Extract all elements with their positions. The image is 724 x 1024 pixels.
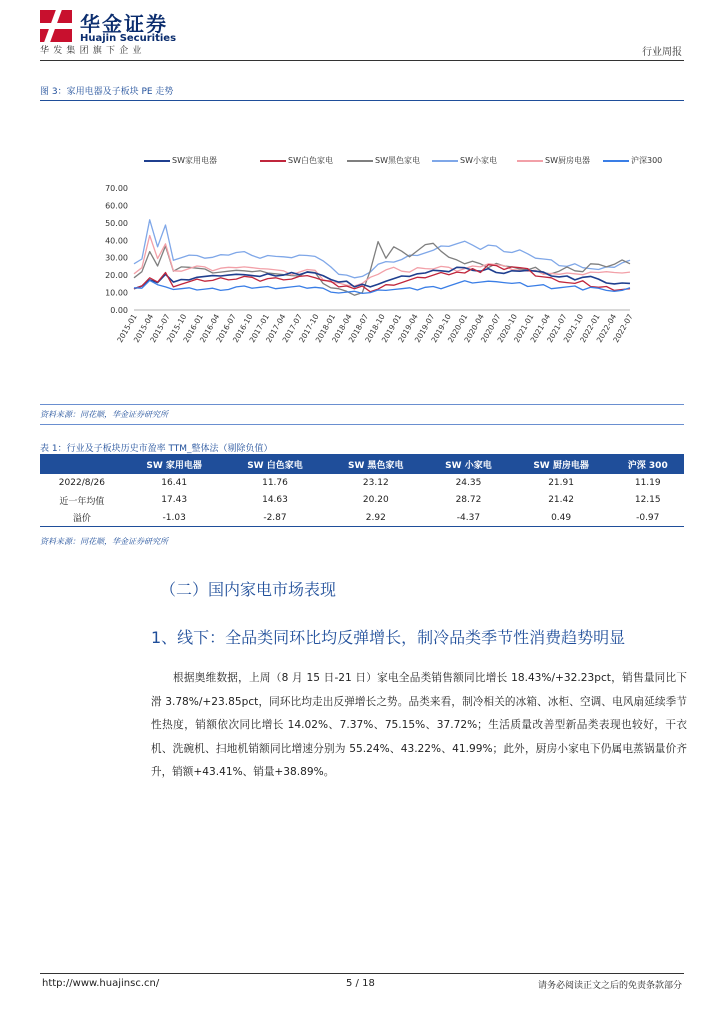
table-header-cell: SW 家用电器: [124, 454, 225, 474]
page-number: 5 / 18: [346, 978, 375, 989]
pe-trend-chart: [40, 150, 684, 400]
footer-disclaimer: 请务必阅读正文之后的免责条款部分: [537, 981, 682, 991]
legend-label: SW家用电器: [172, 156, 217, 165]
logo-chinese-name: 华金证券: [80, 12, 168, 36]
x-tick-label: 2020-01: [445, 312, 470, 345]
x-tick-label: 2015-07: [148, 312, 172, 345]
figure-bottom-rule: [40, 404, 684, 405]
figure-source: 资料来源：同花顺，华金证券研究所: [40, 410, 168, 419]
table-cell: -1.03: [124, 509, 225, 527]
legend-item: [347, 155, 420, 166]
figure-source-rule: [40, 424, 684, 425]
x-tick-label: 2021-01: [512, 312, 536, 345]
y-tick-label: 60.00: [105, 201, 128, 211]
series-line: [134, 236, 630, 287]
x-tick-label: 2019-04: [396, 312, 420, 345]
x-tick-label: 2020-04: [462, 312, 486, 345]
logo-mark-icon: [40, 10, 72, 42]
table-cell: 0.49: [511, 509, 612, 527]
x-tick-label: 2015-01: [115, 312, 139, 345]
x-tick-label: 2021-04: [528, 312, 553, 345]
x-tick-label: 2016-07: [214, 312, 238, 345]
x-tick-label: 2015-04: [131, 312, 156, 345]
x-tick-label: 2017-07: [280, 312, 305, 345]
legend-item: [603, 155, 662, 166]
footer-divider: [40, 973, 684, 974]
legend-swatch: [144, 160, 170, 162]
figure-caption: 图 3：家用电器及子板块 PE 走势: [40, 87, 174, 97]
table-cell: 14.63: [262, 495, 288, 506]
table-cell: 21.42: [548, 495, 574, 506]
x-tick-label: 2020-07: [478, 312, 503, 345]
x-tick-label: 2022-04: [594, 312, 619, 345]
legend-swatch: [517, 160, 543, 162]
table-cell: -0.97: [612, 509, 685, 527]
x-tick-label: 2016-10: [230, 312, 255, 345]
legend-label: SW白色家电: [288, 156, 333, 165]
x-tick-label: 2015-10: [164, 312, 189, 345]
figure-top-rule: [40, 100, 684, 101]
legend-item: [260, 155, 333, 166]
legend-swatch: [347, 160, 373, 162]
y-tick-label: 0.00: [110, 306, 128, 315]
y-tick-label: 10.00: [105, 288, 128, 298]
logo-slogan: 华发集团旗下企业: [40, 46, 146, 56]
table-cell: 24.35: [455, 477, 482, 488]
table-cell: 近一年均值: [59, 496, 105, 507]
table-row: [40, 474, 684, 492]
legend-item: [432, 155, 497, 166]
report-type: 行业周报: [642, 47, 682, 58]
legend-swatch: [603, 160, 629, 162]
y-tick-label: 20.00: [105, 271, 128, 281]
x-tick-label: 2018-01: [313, 312, 338, 345]
legend-label: SW厨房电器: [545, 156, 590, 165]
footer-url: http://www.huajinsc.cn/: [42, 978, 160, 989]
table-header-cell: 沪深 300: [612, 454, 685, 474]
y-tick-label: 40.00: [105, 236, 128, 246]
x-tick-label: 2022-07: [611, 312, 635, 345]
header-divider: [40, 60, 684, 61]
table-cell: 20.20: [362, 495, 389, 506]
table-cell: 溢价: [40, 509, 124, 527]
pe-table: [40, 454, 684, 527]
x-tick-label: 2017-10: [297, 312, 321, 345]
legend-swatch: [432, 160, 458, 162]
section-title: （二）国内家电市场表现: [160, 580, 337, 599]
table-cell: 11.76: [262, 477, 288, 488]
y-tick-label: 50.00: [105, 218, 128, 228]
table-header-row: [40, 454, 684, 474]
x-tick-label: 2016-01: [181, 312, 205, 345]
table-cell: -2.87: [225, 509, 326, 527]
x-tick-label: 2021-10: [561, 312, 586, 345]
x-tick-label: 2016-04: [197, 312, 222, 345]
table-header-cell: [40, 454, 124, 474]
table-header-cell: SW 白色家电: [225, 454, 326, 474]
table-row: [40, 509, 684, 527]
x-tick-label: 2019-07: [412, 312, 437, 345]
x-tick-label: 2019-01: [379, 312, 404, 345]
subsection-title: 1、线下：全品类同环比均反弹增长，制冷品类季节性消费趋势明显: [151, 628, 626, 647]
table-cell: 23.12: [362, 477, 389, 488]
table-cell: 12.15: [634, 495, 661, 506]
table-cell: 11.19: [634, 477, 661, 488]
legend-label: SW小家电: [460, 156, 497, 165]
x-tick-label: 2017-04: [264, 312, 288, 345]
table-caption: 表 1：行业及子板块历史市盈率 TTM_整体法（剔除负值）: [40, 444, 273, 454]
logo-english-name: Huajin Securities: [80, 33, 177, 44]
table-cell: 16.41: [161, 477, 188, 488]
table-cell: 2022/8/26: [58, 477, 105, 488]
table-cell: 28.72: [455, 495, 482, 506]
legend-label: SW黑色家电: [375, 156, 420, 165]
y-tick-label: 70.00: [105, 184, 128, 193]
table-source: 资料来源：同花顺，华金证券研究所: [40, 537, 168, 546]
x-tick-label: 2018-07: [346, 312, 371, 345]
legend-item: [517, 155, 590, 166]
table-header-cell: SW 小家电: [426, 454, 510, 474]
table-cell: 21.91: [548, 477, 574, 488]
legend-item: [144, 155, 217, 166]
table-row: [40, 492, 684, 510]
y-tick-label: 30.00: [105, 253, 128, 263]
table-cell: 2.92: [325, 509, 426, 527]
legend-label: 沪深300: [631, 156, 663, 165]
x-tick-label: 2022-01: [578, 312, 602, 345]
x-tick-label: 2019-10: [429, 312, 453, 345]
table-cell: 17.43: [161, 495, 188, 506]
chart-canvas: [40, 150, 684, 400]
x-tick-label: 2018-10: [363, 312, 387, 345]
body-paragraph: 根据奥维数据，上周（8 月 15 日-21 日）家电全品类销售额同比增长 18.43%/+32.23pct，销售量同比下滑 3.78%/+23.85pct，同环比均走出反弹增长之势。品类来看，制冷相关的冰箱、冰柜、空调、电风扇延续季节性热度，销额依次同比增长 14.02%、7.37%、75.15%、37.72%；生活质量改善型新品类表现也较好，干衣机、洗碗机、扫地机销额同比增速分别为 55.24%、43.22%、41.99%；此外，厨房小家电下仍属电蒸锅量价齐升，销额+43.41%、销量+38.89%。: [151, 672, 687, 778]
legend-swatch: [260, 160, 286, 162]
x-tick-label: 2021-07: [545, 312, 569, 345]
table-header-cell: SW 黑色家电: [325, 454, 426, 474]
x-tick-label: 2018-04: [330, 312, 354, 345]
x-tick-label: 2017-01: [247, 312, 271, 345]
x-tick-label: 2020-10: [495, 312, 519, 345]
table-header-cell: SW 厨房电器: [511, 454, 612, 474]
table-cell: -4.37: [426, 509, 510, 527]
